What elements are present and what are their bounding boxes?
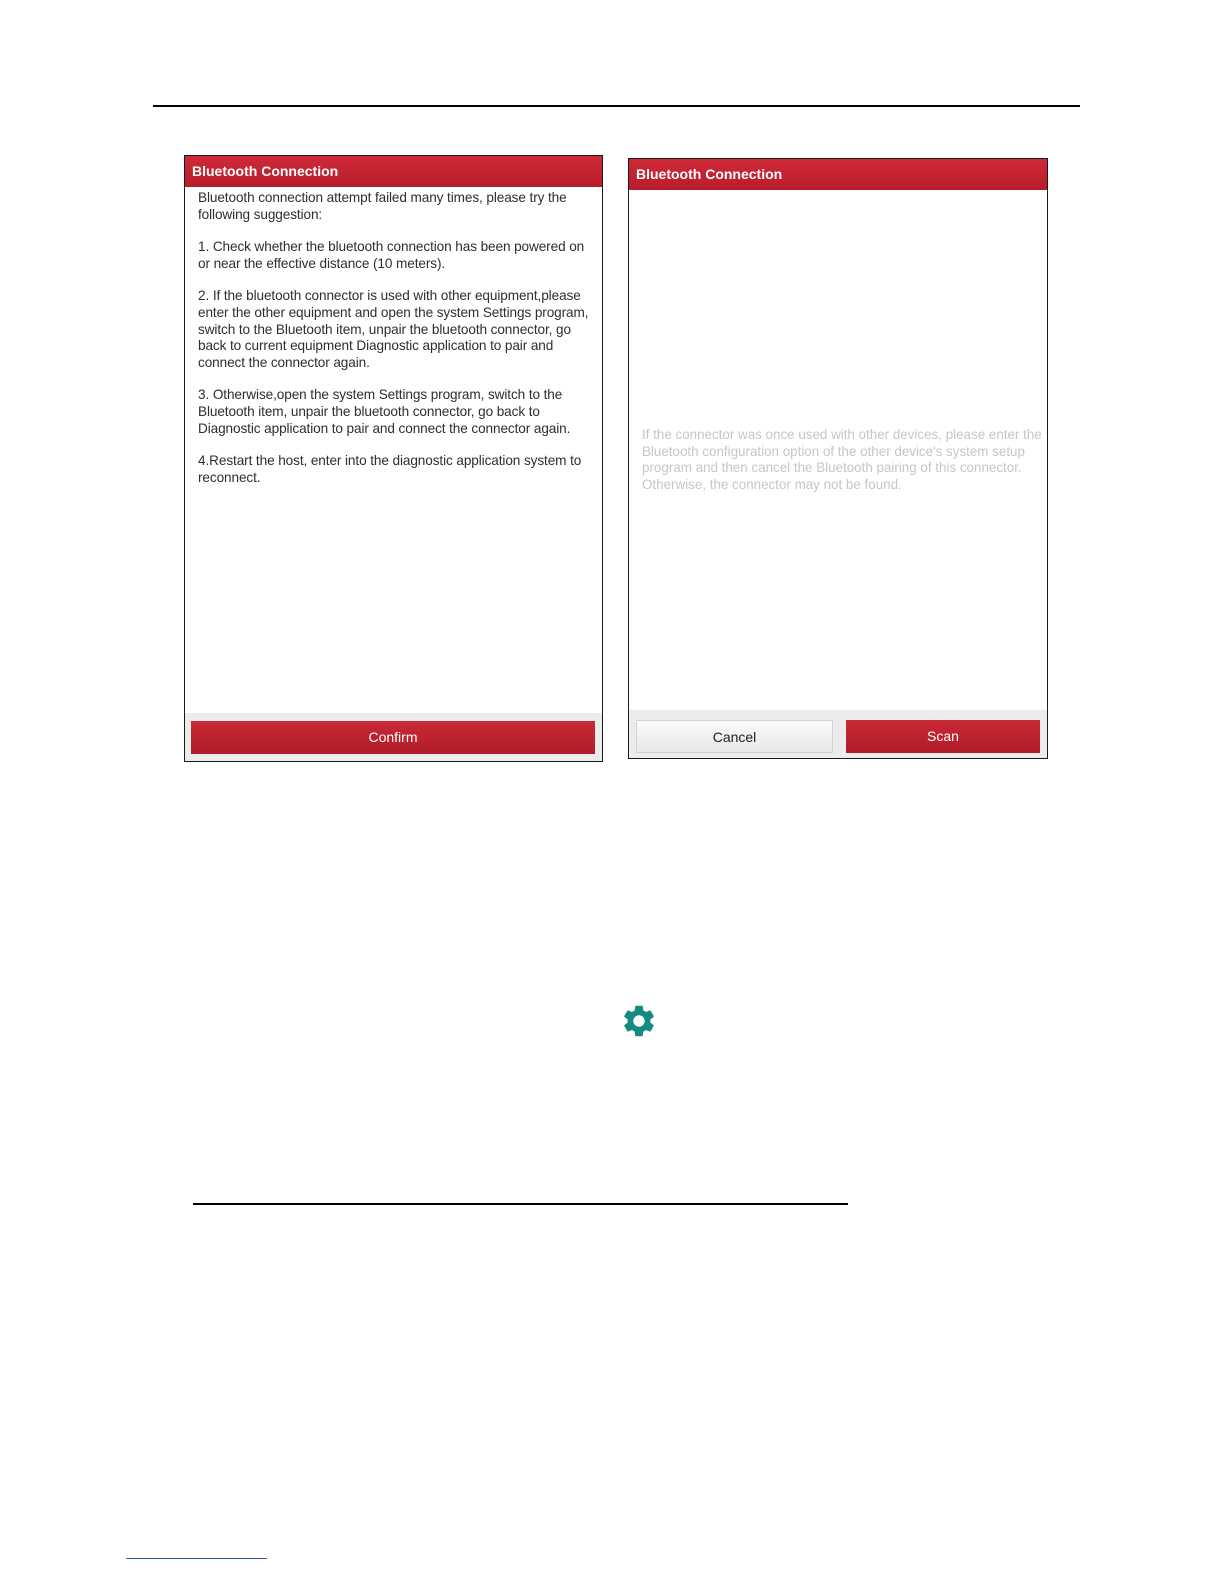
message-intro: Bluetooth connection attempt failed many times, please try the following suggestion: — [198, 190, 567, 222]
dialog-message — [198, 190, 596, 502]
message-step-3: 3. Otherwise,open the system Settings program, switch to the Bluetooth item, unpair the bluetooth connector, go back to Diagnostic application to pair and connect the connector again. — [198, 387, 571, 436]
message-step-4: 4.Restart the host, enter into the diagnostic application system to reconnect. — [198, 453, 582, 485]
scan-button[interactable]: Scan — [846, 720, 1040, 753]
cancel-button[interactable]: Cancel — [636, 720, 833, 753]
pairing-hint: If the connector was once used with other devices, please enter the Bluetooth configuration option of the other device's system setup program and then cancel the Bluetooth pairing of this connector. Otherwise, the connector may not be found. — [642, 427, 1042, 492]
footnote-rule — [193, 1203, 848, 1205]
bluetooth-failure-dialog — [184, 155, 603, 762]
dialog-footer — [185, 713, 602, 761]
dialog-footer — [629, 710, 1047, 758]
bluetooth-scan-dialog — [628, 158, 1048, 759]
footer-link-underline — [126, 1558, 267, 1559]
message-step-2: 2. If the bluetooth connector is used with other equipment,please enter the other equipment and open the system Settings program, switch to the Bluetooth item, unpair the bluetooth connector, go back to current equipment Diagnostic application to pair and connect the connector again. — [198, 288, 589, 370]
confirm-button[interactable]: Confirm — [191, 721, 595, 754]
dialog-title: Bluetooth Connection — [629, 159, 1047, 190]
dialog-title: Bluetooth Connection — [185, 156, 602, 187]
message-step-1: 1. Check whether the bluetooth connection has been powered on or near the effective distance (10 meters). — [198, 239, 585, 271]
header-rule — [153, 105, 1080, 107]
gear-icon — [620, 1002, 658, 1040]
